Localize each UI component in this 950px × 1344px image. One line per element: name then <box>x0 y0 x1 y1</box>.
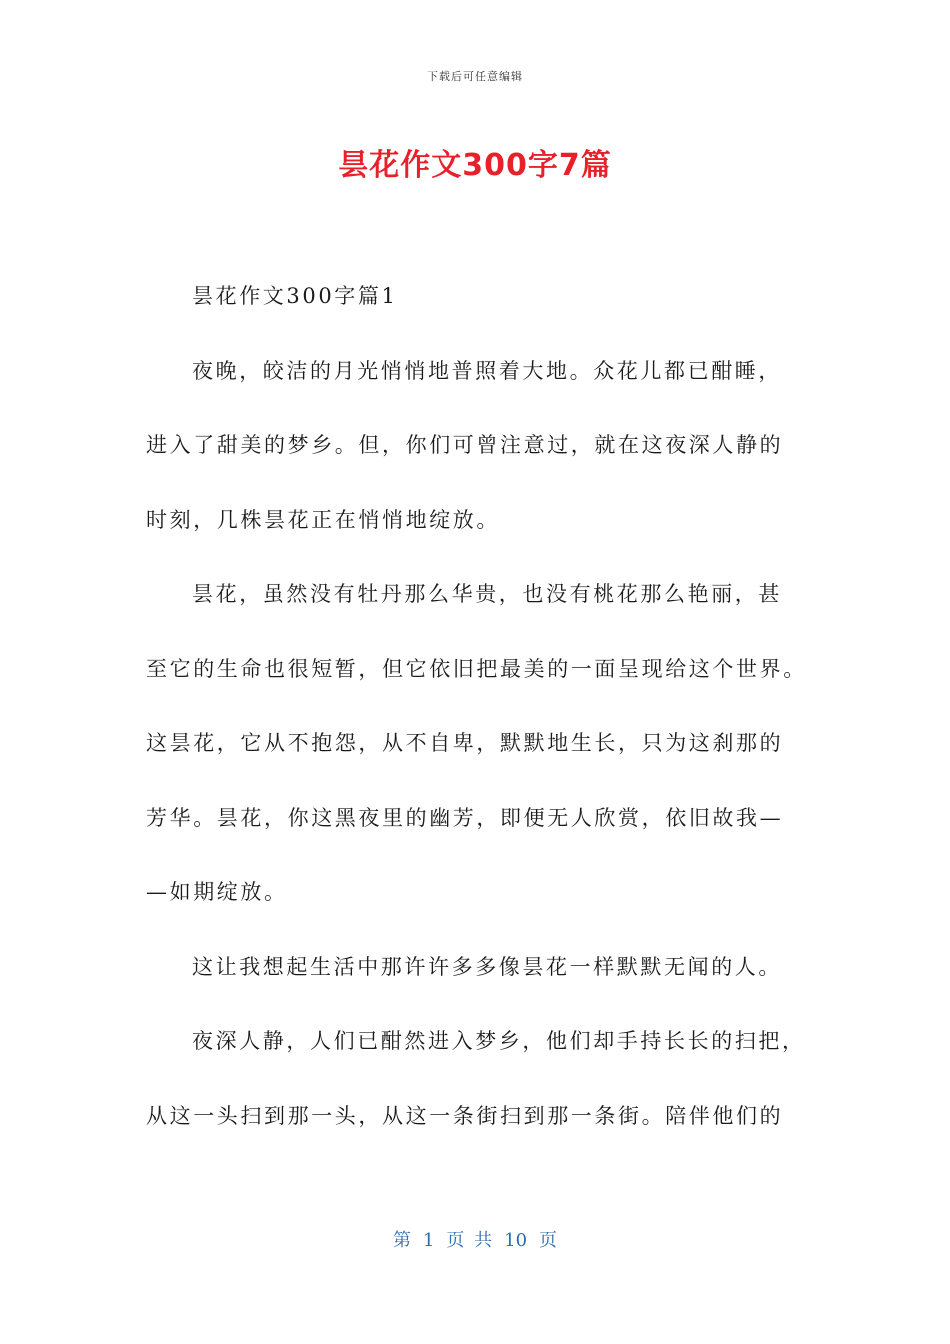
header-note: 下载后可任意编辑 <box>427 70 523 83</box>
text-line-10: 这让我想起生活中那许许多多像昙花一样默默无闻的人。 <box>192 954 782 979</box>
text-line-2: 夜晚，皎洁的月光悄悄地普照着大地。众花儿都已酣睡， <box>192 358 782 383</box>
text-line-5: 昙花，虽然没有牡丹那么华贵，也没有桃花那么艳丽，甚 <box>192 582 782 606</box>
text-line-1: 昙花作文300字篇1 <box>192 284 398 308</box>
text-line-12: 从这一头扫到那一头，从这一条街扫到那一条街。陪伴他们的 <box>146 1103 784 1128</box>
footer-middle: 页 共 <box>446 1230 493 1251</box>
footer-prefix: 第 <box>392 1230 411 1251</box>
footer-total-pages: 10 <box>504 1230 528 1251</box>
text-line-8: 芳华。昙花，你这黑夜里的幽芳，即便无人欣赏，依旧故我— <box>146 805 784 830</box>
text-line-6: 至它的生命也很短暂，但它依旧把最美的一面呈现给这个世界。 <box>146 656 807 681</box>
footer-suffix: 页 <box>539 1230 558 1251</box>
body-text <box>146 270 826 1164</box>
text-line-4: 时刻，几株昙花正在悄悄地绽放。 <box>146 507 500 532</box>
text-line-3: 进入了甜美的梦乡。但，你们可曾注意过，就在这夜深人静的 <box>146 433 784 457</box>
text-line-9: —如期绽放。 <box>146 880 288 904</box>
document-title: 昙花作文300字7篇 <box>338 148 612 183</box>
footer-current-page: 1 <box>422 1230 435 1251</box>
page-footer <box>0 1226 950 1252</box>
text-line-11: 夜深人静，人们已酣然进入梦乡，他们却手持长长的扫把， <box>192 1029 806 1053</box>
text-line-7: 这昙花，它从不抱怨，从不自卑，默默地生长，只为这刹那的 <box>146 731 784 755</box>
